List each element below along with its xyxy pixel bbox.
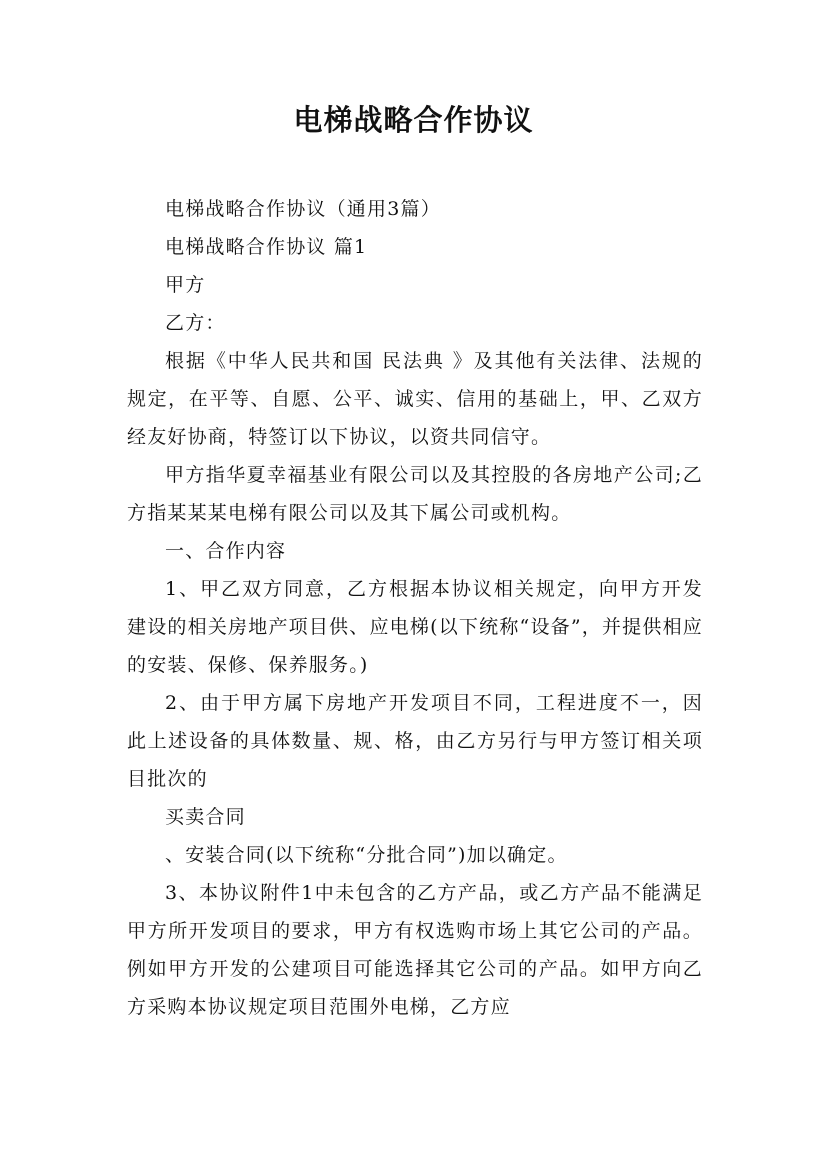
paragraph-party-a: 甲方 <box>165 274 206 296</box>
paragraph-party-b: 乙方： <box>165 312 226 334</box>
document-title: 电梯战略合作协议 <box>293 103 534 137</box>
paragraph-cooperation-heading: 一、合作内容 <box>165 540 287 562</box>
paragraph-section-title: 电梯战略合作协议 篇1 <box>165 236 368 258</box>
paragraph-clause-1: 1、甲乙双方同意，乙方根据本协议相关规定，向甲方开发建设的相关房地产项目供、应电梯(以下统称“设备”，并提供相应的安装、保修、保养服务。) <box>127 578 703 676</box>
paragraph-sales-contract: 买卖合同 <box>165 806 246 828</box>
paragraph-clause-2: 2、由于甲方属下房地产开发项目不同，工程进度不一，因此上述设备的具体数量、规、格，由乙方另行与甲方签订相关项目批次的 <box>127 692 703 790</box>
paragraph-clause-3: 3、本协议附件1中未包含的乙方产品，或乙方产品不能满足甲方所开发项目的要求，甲方有权选购市场上其它公司的产品。例如甲方开发的公建项目可能选择其它公司的产品。如甲方向乙方采购本协议规定项目范围外电梯，乙方应 <box>127 882 703 1018</box>
paragraph-heading-general: 电梯战略合作协议（通用3篇） <box>165 198 441 220</box>
paragraph-installation-contract: 、安装合同(以下统称“分批合同”)加以确定。 <box>165 844 568 866</box>
document-body <box>127 190 703 1026</box>
paragraph-legal-basis: 根据《中华人民共和国 民法典 》及其他有关法律、法规的规定，在平等、自愿、公平、诚实、信用的基础上，甲、乙双方经友好协商，特签订以下协议，以资共同信守。 <box>127 350 703 448</box>
paragraph-party-definitions: 甲方指华夏幸福基业有限公司以及其控股的各房地产公司;乙方指某某某电梯有限公司以及其下属公司或机构。 <box>127 464 703 524</box>
